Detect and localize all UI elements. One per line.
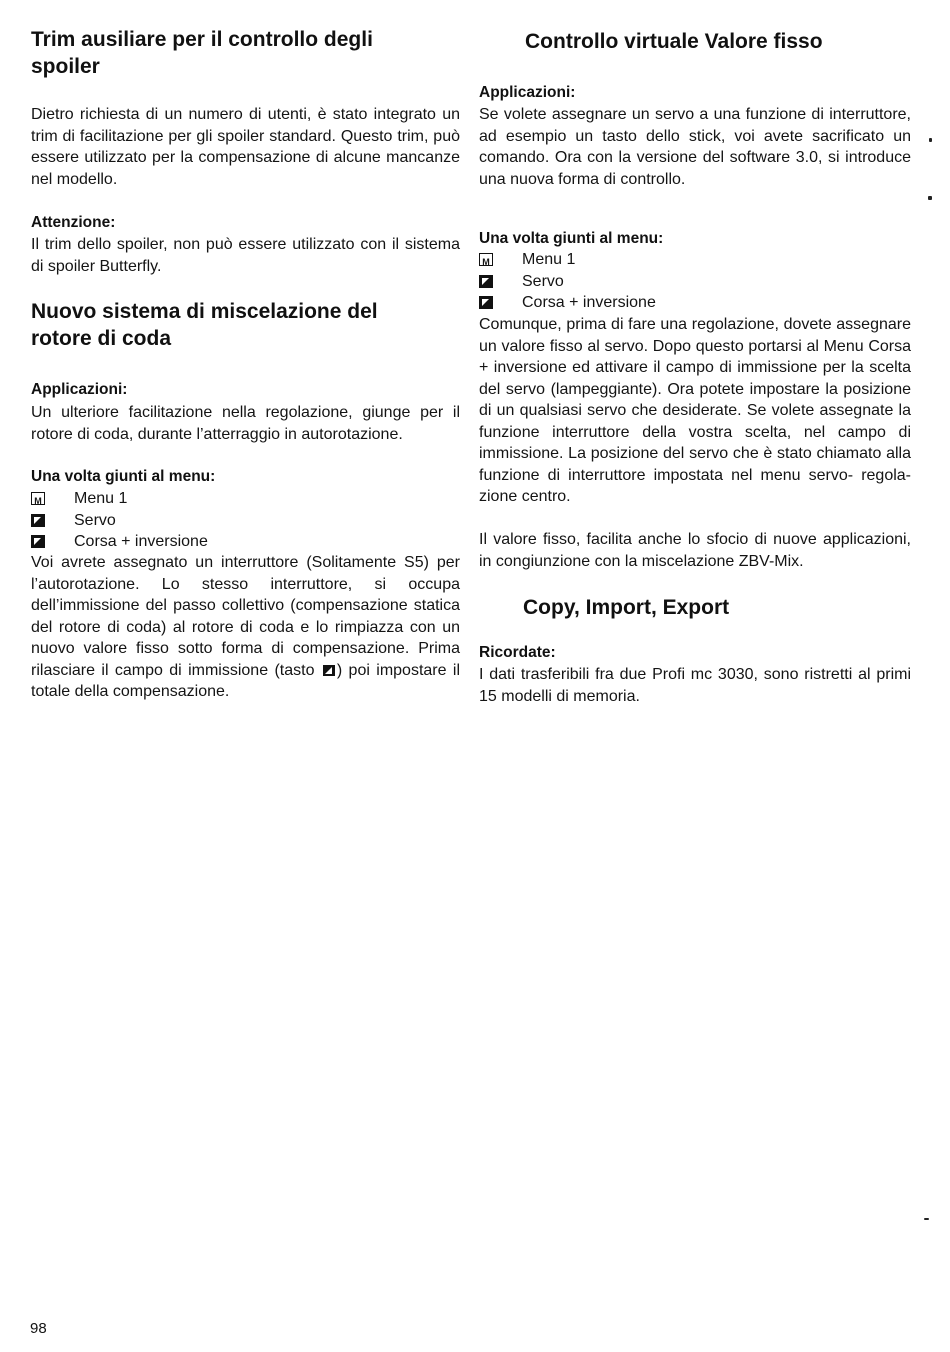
tail-body-text-end: ) poi impostare il totale della compensazione. bbox=[31, 661, 461, 700]
scan-speck bbox=[928, 196, 932, 200]
list-item bbox=[479, 292, 911, 314]
list-item bbox=[479, 271, 911, 293]
tail-applications-body: Un ulteriore facilitazione nella regolazione, giunge per il rotore di coda, durante l’atterraggio in autorotazione. bbox=[31, 404, 460, 443]
menu-item-label: Menu 1 bbox=[74, 490, 128, 507]
list-item bbox=[31, 510, 460, 532]
virtual-menu-heading: Una volta giunti al menu: bbox=[479, 230, 664, 247]
trim-warning-body: Il trim dello spoiler, non può essere utilizzato con il sistema di spoiler Butterfly. bbox=[31, 236, 460, 275]
tail-menu-list bbox=[31, 488, 460, 553]
virtual-applications-body: Se volete assegnare un servo a una funzione di interruttore, ad esempio un tasto dello stick, voi avete sacrificato un comando. Ora con la versione del software 3.0, si introduce una nuova forma di controllo. bbox=[479, 106, 911, 188]
arrow-key-icon bbox=[323, 665, 335, 676]
copy-note-heading: Ricordate: bbox=[479, 644, 556, 661]
list-item bbox=[31, 531, 460, 553]
tail-body-text: Voi avrete assegnato un interruttore (Solitamente S5) per l’autorotazione. Lo stesso interruttore, si occupa dell’immissione del passo collettivo (compensazione statica del rotore di coda) al rotore di coda e lo rimpiazza con un nuovo valore fisso sotto forma di compensazione. Prima rilasciare il campo di immissione (tasto bbox=[31, 554, 460, 679]
arrow-key-icon bbox=[31, 535, 45, 548]
virtual-applications-heading: Applicazioni: bbox=[479, 84, 576, 101]
copy-note-body: I dati trasferibili fra due Profi mc 3030, sono ristretti al primi 15 modelli di memoria. bbox=[479, 666, 911, 705]
section-title-trim-line2: spoiler bbox=[31, 55, 100, 78]
section-title-copy: Copy, Import, Export bbox=[523, 596, 730, 619]
arrow-key-icon bbox=[479, 275, 493, 288]
virtual-body: Comunque, prima di fare una regolazione, dovete assegnare un valore fisso al servo. Dopo questo portarsi al Menu Corsa + inversione ed attivare il campo di immissione per la scelta del servo (lampeggiante). Ora potete impostare la posizione di un qualsiasi servo che desiderate. Se volete assegnate la funzione interruttore della vostra scelta, nel campo di immissione. La posizione del servo che è stato chiamato alla funzione di interruttore impostata nel menu servo- regolazione centro. bbox=[479, 316, 911, 505]
section-title-virtual-control: Controllo virtuale Valore fisso bbox=[525, 30, 823, 53]
virtual-menu-list bbox=[479, 249, 911, 314]
section-title-tail-rotor bbox=[31, 298, 460, 352]
arrow-key-icon bbox=[31, 514, 45, 527]
page-number: 98 bbox=[30, 1320, 47, 1337]
tail-applications-heading: Applicazioni: bbox=[31, 381, 128, 398]
scan-speck bbox=[929, 138, 932, 142]
trim-body: Dietro richiesta di un numero di utenti, è stato integrato un trim di facilitazione per gli spoiler standard. Questo trim, può essere utilizzato per la compensazione di alcune mancanze nel modello. bbox=[31, 106, 460, 188]
menu-m-key-icon bbox=[479, 253, 493, 266]
section-title-tail-line1: Nuovo sistema di miscelazione del bbox=[31, 300, 378, 323]
arrow-key-icon bbox=[479, 296, 493, 309]
scan-speck bbox=[924, 1218, 929, 1220]
section-title-tail-line2: rotore di coda bbox=[31, 327, 172, 350]
section-title-trim bbox=[31, 26, 460, 80]
tail-menu-heading: Una volta giunti al menu: bbox=[31, 468, 216, 485]
menu-item-label: Servo bbox=[522, 272, 564, 290]
menu-item-label: Corsa + inversione bbox=[74, 533, 208, 550]
list-item bbox=[31, 488, 460, 510]
menu-item-label: Corsa + inversione bbox=[522, 294, 656, 311]
trim-warning-heading: Attenzione: bbox=[31, 214, 116, 231]
virtual-body-2: Il valore fisso, facilita anche lo sfocio di nuove applicazioni, in congiunzione con la miscelazione ZBV-Mix. bbox=[479, 531, 911, 570]
section-title-trim-line1: Trim ausiliare per il controllo degli bbox=[31, 28, 373, 51]
menu-item-label: Servo bbox=[74, 511, 116, 529]
menu-m-key-icon bbox=[31, 492, 45, 505]
list-item bbox=[479, 249, 911, 271]
tail-body bbox=[31, 552, 460, 703]
menu-item-label: Menu 1 bbox=[522, 251, 576, 268]
